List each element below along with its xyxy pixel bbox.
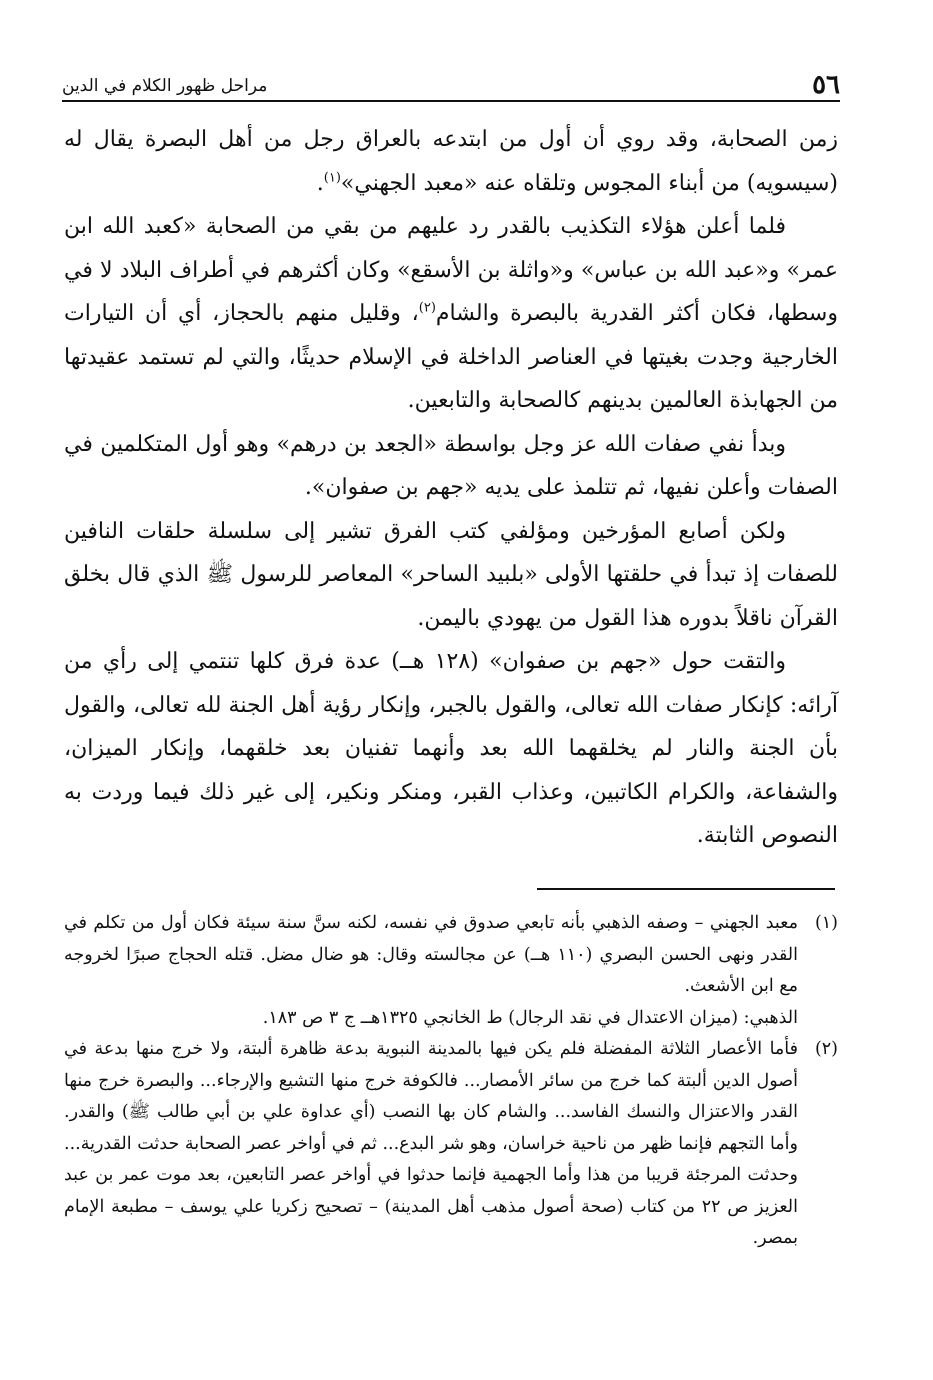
- paragraph-text: وبدأ نفي صفات الله عز وجل بواسطة «الجعد بن درهم» وهو أول المتكلمين في الصفات وأعلن نفيها، ثم تتلمذ على يديه «جهم بن صفوان».: [64, 431, 838, 500]
- footnote-number: (١): [814, 913, 838, 933]
- footnote-ref: (٢): [418, 300, 436, 316]
- footnote-body: [64, 1034, 798, 1255]
- footnote-source: الذهبي: (ميزان الاعتدال في نقد الرجال) ط الخانجي ١٣٢٥هــ ج ٣ ص ١٨٣.: [262, 1007, 798, 1028]
- paragraph: [64, 205, 838, 423]
- paragraph-text: فلما أعلن هؤلاء التكذيب بالقدر رد عليهم من بقي من الصحابة «كعبد الله ابن عمر» و«عبد الله بن عباس» و«واثلة بن الأسقع» وكان أكثرهم في أطراف البلاد لا في وسطها، فكان أكثر القدرية بالبصرة والشام: [64, 214, 838, 326]
- footnotes: [64, 908, 838, 1255]
- paragraph: [64, 118, 838, 205]
- footnote-body: [64, 908, 798, 1034]
- paragraph: [64, 510, 838, 641]
- paragraph-text: ولكن أصابع المؤرخين ومؤلفي كتب الفرق تشير إلى سلسلة حلقات النافين للصفات إذ تبدأ في حلقتها الأولى «بلبيد الساحر» المعاصر للرسول ﷺ الذي قال بخلق القرآن ناقلاً بدوره هذا القول من يهودي باليمن.: [64, 518, 838, 631]
- chapter-title: مراحل ظهور الكلام في الدين: [62, 76, 268, 96]
- footnote-text: فأما الأعصار الثلاثة المفضلة فلم يكن فيها بالمدينة النبوية بدعة ظاهرة ألبتة، ولا خرج منها بدعة في أصول الدين ألبتة كما خرج من سائر الأمصار... فالكوفة خرج منها التشيع والإرجاء... والبصرة خرج منها القدر والاعتزال والنسك الفاسد... والشام كان بها النصب (أي عداوة علي بن أبي طالب ﷺ) والقدر. وأما التجهم فإنما ظهر من ناحية خراسان، وهو شر البدع... ثم في أواخر عصر الصحابة حدثت القدرية... وحدثت المرجئة قريبا من هذا وأما الجهمية فإنما حدثوا في أواخر عصر التابعين، بعد موت عمر بن عبد العزيز ص ٢٢ من كتاب (صحة أصول مذهب أهل المدينة) – تصحيح زكريا علي يوسف – مطبعة الإمام بمصر.: [64, 1039, 798, 1248]
- footnote: [64, 908, 838, 1034]
- footnote-number: (٢): [814, 1039, 838, 1059]
- paragraph-text: والتقت حول «جهم بن صفوان» (١٢٨ هــ) عدة فرق كلها تنتمي إلى رأي من آرائه: كإنكار صفات الله تعالى، والقول بالجبر، وإنكار رؤية أهل الجنة لله تعالى، والقول بأن الجنة والنار لم يخلقهما الله بعد وأنهما تفنيان بعد خلقهما، وإنكار الميزان، والشفاعة، والكرام الكاتبين، وعذاب القبر، ومنكر ونكير، إلى غير ذلك فيما وردت به النصوص الثابتة.: [64, 649, 838, 848]
- paragraph-text: زمن الصحابة، وقد روي أن أول من ابتدعه بالعراق رجل من أهل البصرة يقال له (سيسويه) من أبناء المجوس وتلقاه عنه «معبد الجهني»: [64, 127, 838, 196]
- paragraph: [64, 423, 838, 510]
- footnote-ref: (١): [323, 170, 341, 186]
- footnote: [64, 1034, 838, 1255]
- page-number: ٥٦: [812, 70, 840, 100]
- paragraph-tail: .: [316, 170, 324, 196]
- footnote-separator: [537, 888, 835, 890]
- paragraph: [64, 640, 838, 858]
- footnote-text: معبد الجهني – وصفه الذهبي بأنه تابعي صدوق في نفسه، لكنه سنَّ سنة سيئة فكان أول من تكلم في القدر ونهى الحسن البصري (١١٠ هــ) عن مجالسته وقال: هو ضال مضل. قتله الحجاج صبرًا لخروجه مع ابن الأشعث.: [64, 913, 798, 996]
- running-header: [62, 70, 840, 100]
- header-rule: [62, 100, 840, 102]
- paragraph-tail: ، وقليل منهم بالحجاز، أي أن التيارات الخارجية وجدت بغيتها في العناصر الداخلة في الإسلام حديثًا، والتي لم تستمد عقيدتها من الجهابذة العالمين بدينهم كالصحابة والتابعين.: [64, 301, 838, 413]
- main-text: [64, 118, 838, 858]
